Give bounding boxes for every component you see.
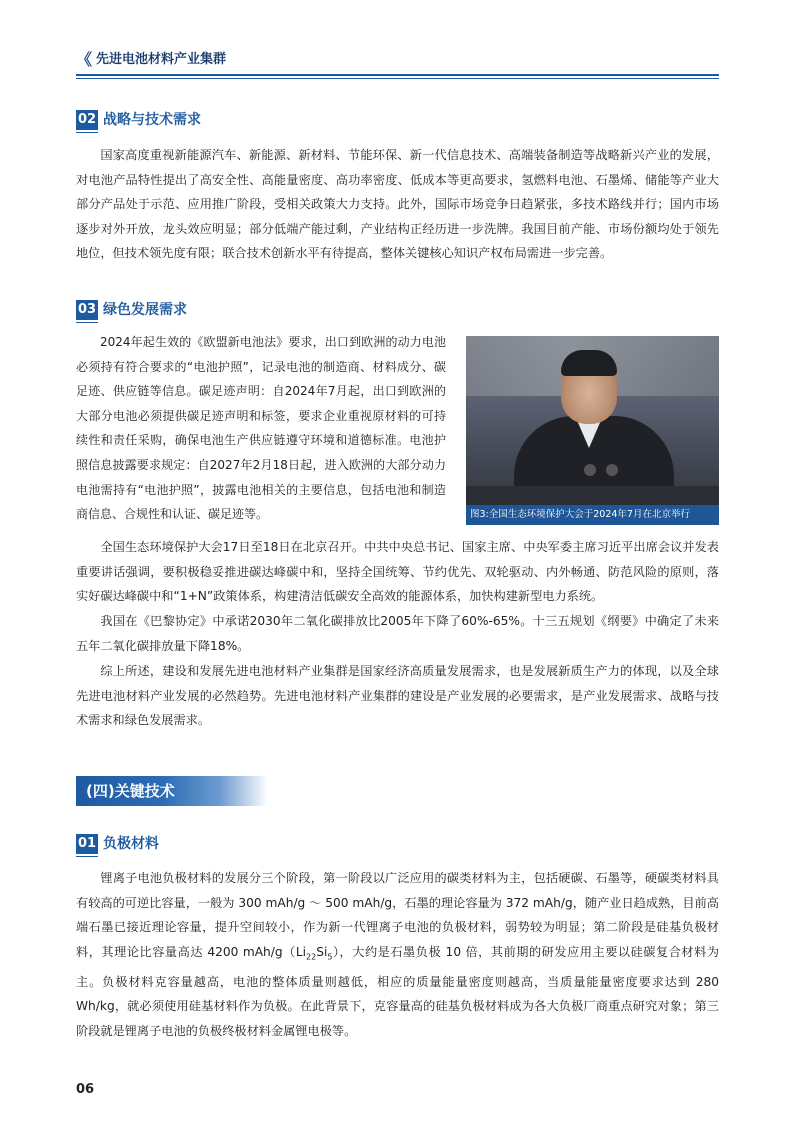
header-rule	[76, 74, 719, 76]
section-number-badge: 01	[76, 834, 98, 854]
section-title: 负极材料	[103, 836, 159, 852]
paragraph-conference: 全国生态环境保护大会17日至18日在北京召开。中共中央总书记、国家主席、中央军委主席习近平出席会议并发表重要讲话强调，要积极稳妥推进碳达峰碳中和，坚持全国统筹、节约优先、双轮驱动、内外畅通、防范风险的原则，落实好碳达峰碳中和“1+N”政策体系，构建清洁低碳安全高效的能源体系，加快构建新型电力系统。	[76, 540, 719, 604]
section-underline	[76, 322, 98, 323]
photo-caption: 图3:全国生态环境保护大会于2024年7月在北京举行	[466, 505, 719, 525]
header-rule-thin	[76, 78, 719, 79]
section-underline	[76, 132, 98, 133]
section-title: 战略与技术需求	[103, 112, 201, 128]
section-underline	[76, 856, 98, 857]
microphone-icon	[606, 464, 618, 476]
paragraph-strategy: 国家高度重视新能源汽车、新能源、新材料、节能环保、新一代信息技术、高端装备制造等战略新兴产业的发展，对电池产品特性提出了高安全性、高能量密度、高功率密度、低成本等更高要求，氢燃料电池、石墨烯、储能等产业大部分产品处于示范、应用推广阶段，受相关政策大力支持。此外，国际市场竞争日趋紧张，多技术路线并行；国内市场逐步对外开放，龙头效应明显；部分低端产能过剩，产业结构正经历进一步洗牌。我国目前产能、市场份额均处于领先地位，但技术领先度有限；联合技术创新水平有待提高，整体关键核心知识产权布局需进一步完善。	[76, 148, 719, 261]
page-header	[76, 50, 719, 80]
section-number-badge: 03	[76, 300, 98, 320]
chapter-banner	[76, 776, 268, 806]
page-number: 06	[76, 1082, 95, 1097]
section-title: 绿色发展需求	[103, 302, 187, 318]
section-number-badge: 02	[76, 110, 98, 130]
chapter-banner-label: (四)关键技术	[86, 782, 175, 800]
paragraph-eu-battery-law: 2024年起生效的《欧盟新电池法》要求，出口到欧洲的动力电池必须持有符合要求的“电池护照”，记录电池的制造商、材料成分、碳足迹、供应链等信息。碳足迹声明：自2024年7月起，出口到欧洲的大部分电池必须提供碳足迹声明和标签，要求企业重视原材料的可持续性和责任采购，确保电池生产供应链遵守环境和道德标准。电池护照信息披露要求规定：自2027年2月18日起，进入欧洲的大部分动力电池需持有“电池护照”，披露电池相关的主要信息，包括电池和制造商信息、合规性和认证、碳足迹等。	[76, 335, 446, 522]
header-title: 先进电池材料产业集群	[96, 52, 227, 67]
double-chevron-left-icon: 《	[76, 50, 90, 69]
conference-photo	[466, 336, 719, 525]
paragraph-paris-agreement: 我国在《巴黎协定》中承诺2030年二氧化碳排放比2005年下降了60%-65%。十三五规划《纲要》中确定了未来五年二氧化碳排放量下降18%。	[76, 614, 719, 653]
paragraph-anode-materials: 锂离子电池负极材料的发展分三个阶段，第一阶段以广泛应用的碳类材料为主，包括硬碳、石墨等，硬碳类材料具有较高的可逆比容量，一般为 300 mAh/g ～ 500 mAh/g，石墨的理论容量为 372 mAh/g，随产业日趋成熟，目前高端石墨已接近理论容量，提升空间较小，作为新一代锂离子电池的负极材料，弱势较为明显；第二阶段是硅基负极材料，其理论比容量高达 4200 mAh/$g(Li_{22}Si_5)$，大约是石墨负极 10 倍，其前期的研发应用主要以硅碳复合材料为主。负极材料克容量越高，电池的整体质量则越低，相应的质量能量密度则越高，当质量能量密度要求达到 280 Wh/kg，就必须使用硅基材料作为负极。在此背景下，克容量高的硅基负极材料成为各大负极厂商重点研究对象；第三阶段就是锂离子电池的负极终极材料金属锂电极等。	[76, 871, 720, 1038]
paragraph-summary: 综上所述，建设和发展先进电池材料产业集群是国家经济高质量发展需求，也是发展新质生产力的体现，以及全球先进电池材料产业发展的必然趋势。先进电池材料产业集群的建设是产业发展的必要需求，是产业发展需求、战略与技术需求和绿色发展需求。	[76, 664, 719, 728]
microphone-icon	[584, 464, 596, 476]
